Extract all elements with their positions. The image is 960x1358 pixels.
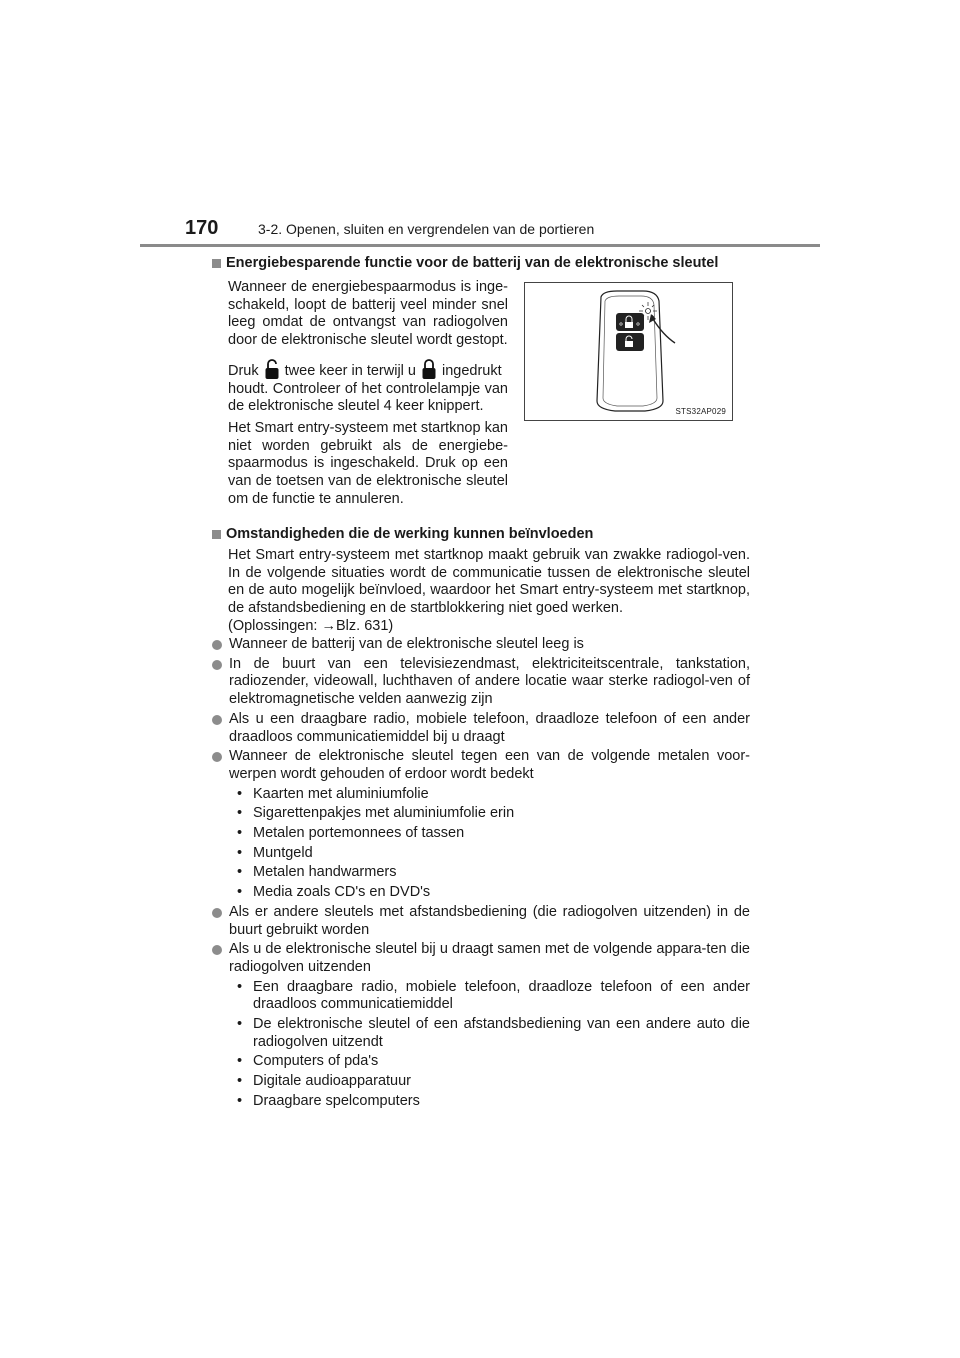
list-item [212,636,750,654]
illustration-code: STS32AP029 [675,407,726,416]
sub-list-item: • Digitale audioapparatuur [229,1073,750,1091]
section-heading-energy [212,255,718,271]
sub-list-item: • Metalen handwarmers [229,864,750,882]
list-item [212,711,750,746]
list-item-text: Wanneer de batterij van de elektronische sleutel leeg is [229,636,584,652]
sub-list-item: • Kaarten met aluminiumfolie [229,786,750,804]
round-bullet-icon [212,752,222,762]
round-bullet-icon [212,908,222,918]
chapter-title: 3-2. Openen, sluiten en vergrendelen van de portieren [258,221,595,237]
list-item-text: Wanneer de elektronische sleutel tegen een van de volgende metalen voor-werpen wordt gehouden of erdoor wordt bedekt [229,748,750,782]
square-bullet-icon [212,259,221,268]
list-item [212,656,750,709]
section-heading-conditions [212,526,593,542]
sub-list-item: • Metalen portemonnees of tassen [229,825,750,843]
text-run: Druk [228,363,259,379]
list-item-text: In de buurt van een televisiezendmast, elektriciteitscentrale, tankstation, radiozender, videowall, luchthaven of andere locatie waar sterke radiogol-ven of elektromagnetische velden aanwezig zijn [229,655,750,708]
sub-list-item: • Computers of pda's [229,1053,750,1071]
key-illustration [524,282,733,421]
solutions-reference: (Oplossingen: →Blz. 631) [228,618,394,634]
sub-list-item: • Draagbare spelcomputers [229,1093,750,1111]
list-item-text: Als u de elektronische sleutel bij u draagt samen met de volgende appara-ten die radiogolven uitzenden [229,941,750,975]
list-item-text: Als u een draagbare radio, mobiele telefoon, draadloze telefoon of een ander draadloos communicatiemiddel bij u draagt [229,710,750,745]
paragraph: Wanneer de energiebespaarmodus is inge-schakeld, loopt de batterij veel minder snel leeg omdat de ontvangst van radiogolven door de elektronische sleutel wordt gestopt. [228,279,508,349]
metal-objects-list [229,786,750,902]
list-item [212,748,750,902]
text-run: houdt. Controleer of het controlelampje van de elektronische sleutel 4 keer knippert. [228,380,508,415]
paragraph-instruction [228,358,508,416]
sub-list-item: • De elektronische sleutel of een afstandsbediening van een andere auto die radiogolven uitzendt [229,1016,750,1051]
list-item-text: Als er andere sleutels met afstandsbediening (die radiogolven uitzenden) in de buurt gebruikt worden [229,903,750,938]
round-bullet-icon [212,660,222,670]
list-item [212,904,750,939]
round-bullet-icon [212,640,222,650]
text-run: twee keer in terwijl u [284,363,416,379]
sub-list-item: • Een draagbare radio, mobiele telefoon, draadloze telefoon of een ander draadloos communicatiemiddel [229,979,750,1014]
section-heading-text: Omstandigheden die de werking kunnen beïnvloeden [226,526,594,542]
page-number: 170 [185,217,219,239]
conditions-list [212,636,750,1113]
sub-list-item: • Muntgeld [229,845,750,863]
section-heading-text: Energiebesparende functie voor de batterij van de elektronische sleutel [226,255,719,271]
text-run: ingedrukt [441,363,502,379]
round-bullet-icon [212,945,222,955]
devices-list [229,979,750,1111]
list-item [212,941,750,1110]
lock-icon [422,358,436,380]
header-rule [140,244,820,247]
sub-list-item: • Sigarettenpakjes met aluminiumfolie erin [229,805,750,823]
paragraph-intro: Het Smart entry-systeem met startknop maakt gebruik van zwakke radiogol-ven. In de volgende situaties wordt de communicatie tussen de elektronische sleutel en de auto mogelijk beïnvloed, waardoor het Smart entry-systeem met startknop, de afstandsbediening en de startblokkering niet goed werken. [228,547,750,617]
round-bullet-icon [212,715,222,725]
sub-list-item: • Media zoals CD's en DVD's [229,884,750,902]
unlock-icon [265,358,279,380]
paragraph: Het Smart entry-systeem met startknop kan niet worden gebruikt als de energiebe-spaarmodus is ingeschakeld. Druk op een van de toetsen van de elektronische sleutel om de functie te annuleren. [228,420,508,507]
smart-key-drawing [525,283,732,420]
square-bullet-icon [212,530,221,539]
